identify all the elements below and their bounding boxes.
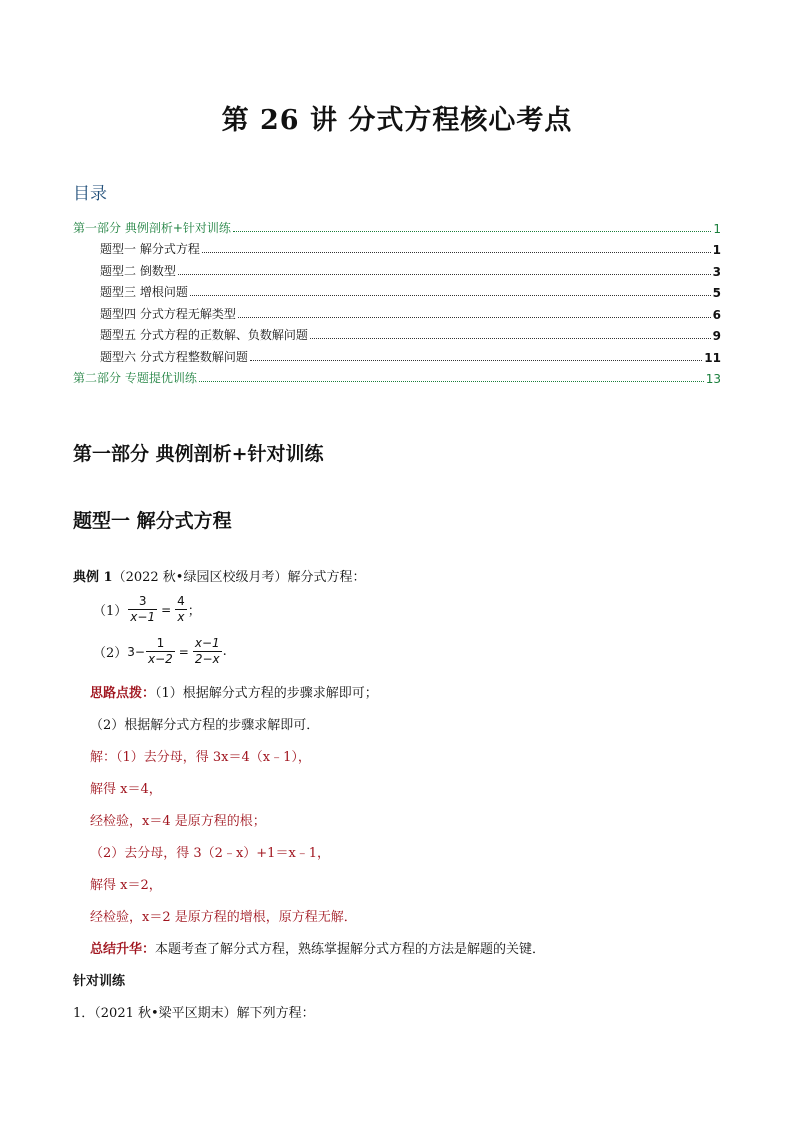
eq1-left-numerator: 3 (138, 594, 147, 608)
toc-entry[interactable] (73, 214, 721, 236)
practice-heading: 针对训练 (73, 974, 126, 989)
example-label: 典例 1 (73, 570, 113, 585)
part-heading: 第一部分 典例剖析+针对训练 (73, 443, 324, 465)
eq2-left-denominator: x−2 (147, 652, 173, 666)
toc-entry[interactable] (73, 365, 721, 387)
summary-label: 总结升华： (90, 942, 156, 957)
toc-entry-label: 第一部分 典例剖析+针对训练 (73, 220, 231, 235)
toc-dot-leader (178, 274, 711, 275)
eq2-tail: . (222, 644, 227, 659)
equation-2 (93, 636, 227, 667)
toc-entry-label: 题型三 增根问题 (100, 285, 188, 299)
toc-entry-label: 题型一 解分式方程 (100, 242, 200, 256)
toc-dot-leader (233, 231, 711, 232)
eq2-left-fraction (146, 636, 175, 667)
solution-line-3: 经检验，x＝4 是原方程的根； (90, 814, 266, 829)
eq2-right-numerator: x−1 (194, 636, 220, 650)
toc-entry-label: 题型五 分式方程的正数解、负数解问题 (100, 328, 308, 342)
eq2-lead: 3− (127, 644, 145, 659)
toc-entry-page: 1 (713, 221, 721, 236)
solution-line-6: 经检验，x＝2 是原方程的增根，原方程无解． (90, 910, 357, 925)
summary-text: 本题考查了解分式方程，熟练掌握解分式方程的方法是解题的关键． (155, 942, 546, 957)
example-source: （2022 秋•绿园区校级月考）解分式方程： (112, 570, 366, 585)
solution-line-4: （2）去分母，得 3（2﹣x）+1＝x﹣1， (90, 846, 331, 861)
toc-entry-label: 题型四 分式方程无解类型 (100, 306, 236, 321)
toc-entry[interactable] (73, 279, 721, 301)
eq1-equals: = (161, 602, 172, 617)
toc-dot-leader (310, 338, 711, 339)
toc-entry-page: 11 (704, 350, 721, 365)
hint-label: 思路点拨： (90, 686, 156, 701)
eq2-equals: = (178, 644, 189, 659)
eq2-right-fraction (193, 636, 222, 667)
example-line (73, 566, 365, 585)
eq1-left-fraction (128, 594, 157, 625)
toc-entry-page: 5 (712, 286, 721, 300)
hint-text-1: （1）根据解分式方程的步骤求解即可； (155, 686, 378, 701)
solution-line-1: 解：（1）去分母，得 3x＝4（x﹣1）， (90, 750, 311, 765)
toc-entry[interactable] (73, 322, 721, 344)
toc-entry[interactable] (73, 257, 721, 279)
eq1-tail: ； (187, 604, 201, 619)
summary-line (90, 938, 545, 957)
toc-entry-page: 13 (705, 372, 721, 386)
solution-line-2: 解得 x＝4， (90, 782, 162, 797)
toc-entry[interactable] (73, 236, 721, 258)
page-title: 第 26 讲 分式方程核心考点 (221, 105, 573, 136)
toc-entry-page: 3 (712, 264, 721, 279)
toc-dot-leader (199, 381, 704, 382)
toc-entry-label: 题型二 倒数型 (100, 263, 176, 278)
table-of-contents (73, 214, 721, 386)
toc-dot-leader (190, 295, 711, 296)
toc-dot-leader (238, 317, 711, 318)
eq1-right-fraction (175, 594, 187, 625)
type-heading: 题型一 解分式方程 (73, 510, 232, 532)
toc-entry-page: 9 (712, 329, 721, 343)
toc-entry[interactable] (73, 300, 721, 322)
eq2-left-numerator: 1 (156, 636, 165, 650)
toc-dot-leader (250, 360, 702, 361)
solution-line-5: 解得 x＝2， (90, 878, 162, 893)
toc-heading: 目录 (73, 184, 107, 204)
eq1-right-denominator: x (177, 610, 185, 624)
eq1-number: （1） (93, 604, 128, 619)
eq1-left-denominator: x−1 (130, 610, 156, 624)
equation-1 (93, 594, 201, 625)
toc-entry[interactable] (73, 343, 721, 365)
practice-question-1: 1．（2021 秋•梁平区期末）解下列方程： (73, 1006, 315, 1021)
toc-entry-label: 第二部分 专题提优训练 (73, 371, 197, 385)
eq2-number: （2） (93, 646, 128, 661)
eq1-right-numerator: 4 (177, 594, 185, 608)
toc-entry-page: 6 (712, 307, 721, 322)
toc-entry-label: 题型六 分式方程整数解问题 (100, 349, 248, 364)
hint-line-1 (90, 682, 378, 701)
toc-entry-page: 1 (712, 243, 721, 257)
eq2-right-denominator: 2−x (194, 652, 220, 666)
toc-dot-leader (202, 252, 711, 253)
hint-line-2: （2）根据解分式方程的步骤求解即可． (90, 718, 320, 733)
